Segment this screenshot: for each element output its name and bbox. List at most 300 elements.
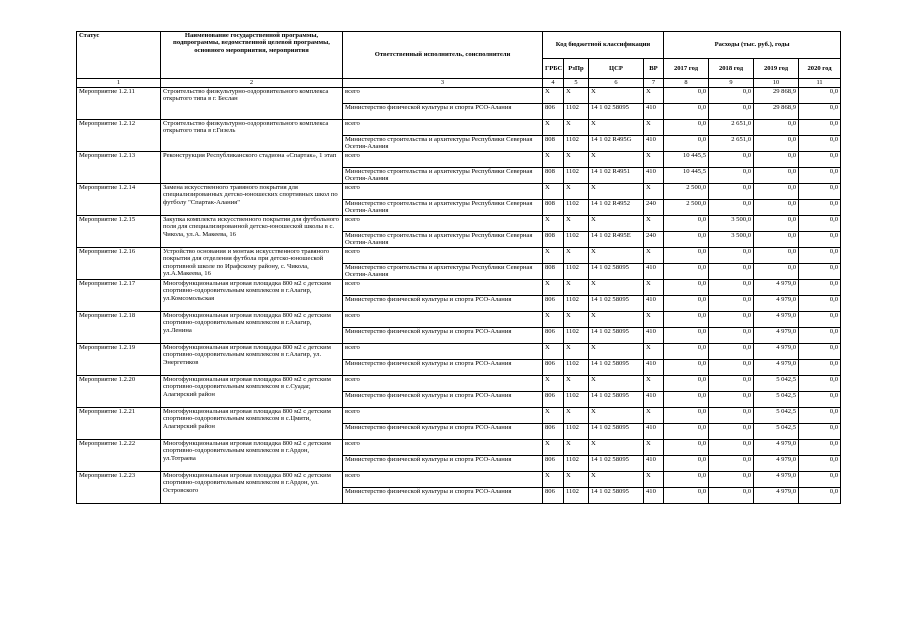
cell-y2020: 0,0: [799, 168, 841, 184]
row-status: Мероприятие 1.2.20: [77, 376, 161, 408]
cell-vr: X: [644, 216, 664, 232]
row-executor: Министерство физической культуры и спорта РСО-Алания: [343, 328, 543, 344]
cell-y2018: 0,0: [709, 104, 754, 120]
cell-y2017: 0,0: [664, 488, 709, 504]
row-status: Мероприятие 1.2.21: [77, 408, 161, 440]
table-row: [77, 344, 841, 360]
table-row: [77, 280, 841, 296]
cell-y2018: 0,0: [709, 280, 754, 296]
cell-y2017: 0,0: [664, 360, 709, 376]
cell-y2017: 0,0: [664, 328, 709, 344]
cell-grbs: 806: [543, 360, 564, 376]
table-row: [77, 312, 841, 328]
cell-y2019: 0,0: [754, 200, 799, 216]
cell-rzpr: X: [564, 312, 589, 328]
table-body: [77, 88, 841, 504]
cell-y2020: 0,0: [799, 104, 841, 120]
cell-y2020: 0,0: [799, 184, 841, 200]
cell-rzpr: X: [564, 152, 589, 168]
column-number: 7: [644, 79, 664, 88]
cell-rzpr: 1102: [564, 296, 589, 312]
cell-y2020: 0,0: [799, 152, 841, 168]
row-executor: Министерство строительства и архитектуры Республики Северная Осетия-Алания: [343, 136, 543, 152]
cell-grbs: X: [543, 248, 564, 264]
cell-grbs: X: [543, 440, 564, 456]
cell-rzpr: X: [564, 216, 589, 232]
row-status: Мероприятие 1.2.19: [77, 344, 161, 376]
cell-csr: X: [589, 280, 644, 296]
cell-vr: X: [644, 440, 664, 456]
cell-rzpr: 1102: [564, 328, 589, 344]
cell-vr: X: [644, 248, 664, 264]
cell-y2017: 0,0: [664, 456, 709, 472]
cell-csr: 14 1 02 R4952: [589, 200, 644, 216]
row-name: Многофункциональная игровая площадка 800 м2 с детским спортивно-оздоровительным комплексом в г.Алагир, ул. Энергетиков: [161, 344, 343, 376]
column-number: 10: [754, 79, 799, 88]
table-row: [77, 376, 841, 392]
cell-y2020: 0,0: [799, 312, 841, 328]
cell-csr: X: [589, 472, 644, 488]
cell-csr: 14 1 02 58095: [589, 392, 644, 408]
cell-y2019: 0,0: [754, 152, 799, 168]
budget-table-page: [76, 31, 840, 504]
cell-y2017: 10 445,5: [664, 152, 709, 168]
cell-y2017: 0,0: [664, 376, 709, 392]
cell-y2018: 0,0: [709, 456, 754, 472]
cell-grbs: X: [543, 216, 564, 232]
cell-y2017: 0,0: [664, 312, 709, 328]
cell-y2018: 0,0: [709, 472, 754, 488]
cell-grbs: 808: [543, 264, 564, 280]
column-number: 4: [543, 79, 564, 88]
cell-vr: 410: [644, 328, 664, 344]
row-status: Мероприятие 1.2.15: [77, 216, 161, 248]
row-total-label: всего: [343, 376, 543, 392]
cell-csr: X: [589, 344, 644, 360]
cell-y2018: 0,0: [709, 168, 754, 184]
cell-y2020: 0,0: [799, 440, 841, 456]
cell-grbs: 806: [543, 456, 564, 472]
cell-y2018: 0,0: [709, 296, 754, 312]
cell-vr: 410: [644, 424, 664, 440]
cell-vr: X: [644, 408, 664, 424]
column-number: 11: [799, 79, 841, 88]
table-row: [77, 152, 841, 168]
row-name: Многофункциональная игровая площадка 800 м2 с детским спортивно-оздоровительным комплексом в г.Ардон, ул. Островского: [161, 472, 343, 504]
cell-csr: 14 1 02 R4951: [589, 168, 644, 184]
cell-rzpr: 1102: [564, 360, 589, 376]
cell-rzpr: X: [564, 440, 589, 456]
cell-vr: 410: [644, 168, 664, 184]
row-total-label: всего: [343, 152, 543, 168]
cell-csr: X: [589, 408, 644, 424]
cell-y2019: 4 979,0: [754, 456, 799, 472]
cell-rzpr: X: [564, 120, 589, 136]
cell-csr: X: [589, 152, 644, 168]
cell-y2017: 0,0: [664, 248, 709, 264]
row-status: Мероприятие 1.2.12: [77, 120, 161, 152]
cell-y2019: 5 042,5: [754, 392, 799, 408]
cell-y2017: 2 500,0: [664, 200, 709, 216]
cell-y2018: 0,0: [709, 408, 754, 424]
row-total-label: всего: [343, 216, 543, 232]
cell-y2020: 0,0: [799, 216, 841, 232]
cell-y2020: 0,0: [799, 248, 841, 264]
cell-vr: 410: [644, 456, 664, 472]
cell-rzpr: 1102: [564, 232, 589, 248]
cell-csr: 14 1 02 58095: [589, 104, 644, 120]
cell-rzpr: X: [564, 344, 589, 360]
row-name: Строительство физкультурно-оздоровительного комплекса открытого типа в г.Гизель: [161, 120, 343, 152]
cell-y2017: 0,0: [664, 440, 709, 456]
cell-y2020: 0,0: [799, 344, 841, 360]
cell-vr: X: [644, 280, 664, 296]
cell-y2019: 4 979,0: [754, 488, 799, 504]
cell-rzpr: X: [564, 376, 589, 392]
header-csr: ЦСР: [589, 59, 644, 79]
cell-grbs: 806: [543, 296, 564, 312]
cell-y2019: 5 042,5: [754, 408, 799, 424]
cell-y2017: 0,0: [664, 104, 709, 120]
header-executor: Ответственный исполнитель, соисполнители: [343, 32, 543, 79]
cell-y2019: 4 979,0: [754, 296, 799, 312]
table-row: [77, 408, 841, 424]
cell-y2017: 0,0: [664, 344, 709, 360]
cell-y2018: 0,0: [709, 200, 754, 216]
cell-y2020: 0,0: [799, 488, 841, 504]
cell-y2018: 0,0: [709, 360, 754, 376]
cell-csr: X: [589, 120, 644, 136]
cell-csr: X: [589, 248, 644, 264]
cell-y2019: 0,0: [754, 264, 799, 280]
row-status: Мероприятие 1.2.22: [77, 440, 161, 472]
cell-csr: 14 1 02 R495G: [589, 136, 644, 152]
table-row: [77, 88, 841, 104]
cell-vr: 410: [644, 136, 664, 152]
cell-vr: 410: [644, 296, 664, 312]
cell-grbs: X: [543, 280, 564, 296]
cell-y2018: 0,0: [709, 264, 754, 280]
cell-vr: X: [644, 88, 664, 104]
cell-y2018: 3 500,0: [709, 216, 754, 232]
row-name: Реконструкция Республиканского стадиона «Спартак», 1 этап: [161, 152, 343, 184]
column-number: 1: [77, 79, 161, 88]
row-executor: Министерство физической культуры и спорта РСО-Алания: [343, 360, 543, 376]
row-status: Мероприятие 1.2.16: [77, 248, 161, 280]
header-vr: ВР: [644, 59, 664, 79]
cell-vr: 410: [644, 488, 664, 504]
cell-y2019: 0,0: [754, 184, 799, 200]
cell-rzpr: X: [564, 472, 589, 488]
cell-csr: X: [589, 440, 644, 456]
cell-vr: 240: [644, 232, 664, 248]
row-executor: Министерство строительства и архитектуры Республики Северная Осетия-Алания: [343, 232, 543, 248]
row-name: Многофункциональная игровая площадка 800 м2 с детским спортивно-оздоровительным комплексом в г.Алагир, ул.Комсомольская: [161, 280, 343, 312]
table-row: [77, 184, 841, 200]
cell-grbs: 808: [543, 168, 564, 184]
cell-y2020: 0,0: [799, 392, 841, 408]
row-name: Замена искусственного травяного покрытия для специализированных детско-юношеских спортивных школ по футболу "Спартак-Алания": [161, 184, 343, 216]
cell-vr: 410: [644, 392, 664, 408]
cell-vr: X: [644, 120, 664, 136]
cell-csr: 14 1 02 58095: [589, 424, 644, 440]
cell-y2017: 0,0: [664, 472, 709, 488]
cell-y2018: 2 651,0: [709, 136, 754, 152]
cell-y2020: 0,0: [799, 456, 841, 472]
cell-rzpr: 1102: [564, 168, 589, 184]
row-name: Устройство основания и монтаж искусственного травяного покрытия для отделения футбола при детско-юношеской спортивной школе по Ирафскому району, с. Чикола, ул.А.Макеева, 16: [161, 248, 343, 280]
cell-vr: X: [644, 472, 664, 488]
cell-vr: X: [644, 344, 664, 360]
row-total-label: всего: [343, 184, 543, 200]
cell-y2020: 0,0: [799, 136, 841, 152]
cell-grbs: X: [543, 312, 564, 328]
cell-y2017: 0,0: [664, 392, 709, 408]
cell-grbs: X: [543, 88, 564, 104]
cell-y2017: 10 445,5: [664, 168, 709, 184]
header-2019: 2019 год: [754, 59, 799, 79]
cell-vr: X: [644, 152, 664, 168]
cell-y2018: 0,0: [709, 184, 754, 200]
cell-y2020: 0,0: [799, 328, 841, 344]
cell-grbs: 806: [543, 328, 564, 344]
table-row: [77, 216, 841, 232]
cell-grbs: 806: [543, 104, 564, 120]
cell-y2019: 4 979,0: [754, 344, 799, 360]
cell-y2018: 0,0: [709, 440, 754, 456]
row-executor: Министерство строительства и архитектуры Республики Северная Осетия-Алания: [343, 168, 543, 184]
row-status: Мероприятие 1.2.18: [77, 312, 161, 344]
table-row: [77, 248, 841, 264]
cell-rzpr: X: [564, 408, 589, 424]
cell-y2020: 0,0: [799, 360, 841, 376]
row-executor: Министерство физической культуры и спорта РСО-Алания: [343, 104, 543, 120]
cell-y2019: 0,0: [754, 248, 799, 264]
cell-y2019: 5 042,5: [754, 424, 799, 440]
cell-rzpr: 1102: [564, 456, 589, 472]
cell-csr: 14 1 02 58095: [589, 488, 644, 504]
table-row: [77, 472, 841, 488]
cell-vr: X: [644, 184, 664, 200]
header-expenses: Расходы (тыс. руб.), годы: [664, 32, 841, 59]
column-number: 5: [564, 79, 589, 88]
cell-y2018: 0,0: [709, 344, 754, 360]
cell-y2017: 0,0: [664, 120, 709, 136]
cell-grbs: X: [543, 184, 564, 200]
cell-y2018: 0,0: [709, 424, 754, 440]
cell-grbs: 808: [543, 200, 564, 216]
cell-y2018: 0,0: [709, 488, 754, 504]
cell-y2020: 0,0: [799, 200, 841, 216]
row-status: Мероприятие 1.2.23: [77, 472, 161, 504]
row-name: Многофункциональная игровая площадка 800 м2 с детским спортивно-оздоровительным комплексом в г.Алагир, ул.Ленина: [161, 312, 343, 344]
row-executor: Министерство физической культуры и спорта РСО-Алания: [343, 424, 543, 440]
row-total-label: всего: [343, 440, 543, 456]
cell-y2019: 29 868,9: [754, 104, 799, 120]
row-executor: Министерство физической культуры и спорта РСО-Алания: [343, 456, 543, 472]
cell-csr: 14 1 02 58095: [589, 360, 644, 376]
cell-csr: X: [589, 184, 644, 200]
row-executor: Министерство физической культуры и спорта РСО-Алания: [343, 392, 543, 408]
row-status: Мероприятие 1.2.13: [77, 152, 161, 184]
cell-y2017: 0,0: [664, 88, 709, 104]
cell-csr: 14 1 02 58095: [589, 456, 644, 472]
cell-y2017: 0,0: [664, 280, 709, 296]
cell-grbs: 808: [543, 136, 564, 152]
row-name: Закупка комплекта искусственного покрытия для футбольного поля для специализированной детско-юношеской школы в с. Чикола, ул.А. Макеева, 16: [161, 216, 343, 248]
cell-rzpr: 1102: [564, 424, 589, 440]
cell-y2017: 0,0: [664, 408, 709, 424]
row-total-label: всего: [343, 344, 543, 360]
header-status: Статус: [77, 32, 161, 79]
column-number: 3: [343, 79, 543, 88]
row-name: Многофункциональная игровая площадка 800 м2 с детским спортивно-оздоровительным комплексом в с.Суадаг, Алагирский район: [161, 376, 343, 408]
cell-y2019: 4 979,0: [754, 312, 799, 328]
table-row: [77, 440, 841, 456]
cell-y2020: 0,0: [799, 280, 841, 296]
cell-vr: X: [644, 312, 664, 328]
cell-csr: X: [589, 216, 644, 232]
cell-y2017: 0,0: [664, 296, 709, 312]
column-number-row: [77, 79, 841, 88]
cell-grbs: X: [543, 408, 564, 424]
cell-y2017: 0,0: [664, 232, 709, 248]
cell-csr: 14 1 02 58095: [589, 328, 644, 344]
cell-y2019: 0,0: [754, 120, 799, 136]
cell-y2018: 0,0: [709, 88, 754, 104]
cell-y2020: 0,0: [799, 264, 841, 280]
cell-y2019: 0,0: [754, 232, 799, 248]
cell-grbs: X: [543, 152, 564, 168]
row-executor: Министерство физической культуры и спорта РСО-Алания: [343, 296, 543, 312]
cell-y2017: 2 500,0: [664, 184, 709, 200]
row-total-label: всего: [343, 120, 543, 136]
cell-y2018: 0,0: [709, 152, 754, 168]
cell-csr: X: [589, 312, 644, 328]
cell-y2019: 29 868,9: [754, 88, 799, 104]
cell-rzpr: 1102: [564, 392, 589, 408]
row-total-label: всего: [343, 472, 543, 488]
cell-y2019: 0,0: [754, 168, 799, 184]
cell-y2018: 0,0: [709, 328, 754, 344]
budget-table: [76, 31, 841, 504]
row-total-label: всего: [343, 408, 543, 424]
cell-csr: 14 1 02 58095: [589, 264, 644, 280]
cell-rzpr: X: [564, 248, 589, 264]
cell-vr: 410: [644, 104, 664, 120]
cell-y2020: 0,0: [799, 88, 841, 104]
cell-y2018: 0,0: [709, 392, 754, 408]
cell-rzpr: 1102: [564, 488, 589, 504]
row-status: Мероприятие 1.2.17: [77, 280, 161, 312]
row-name: Строительство физкультурно-оздоровительного комплекса открытого типа в г. Беслан: [161, 88, 343, 120]
row-total-label: всего: [343, 248, 543, 264]
cell-y2018: 3 500,0: [709, 232, 754, 248]
cell-rzpr: X: [564, 184, 589, 200]
cell-rzpr: 1102: [564, 200, 589, 216]
cell-y2018: 0,0: [709, 312, 754, 328]
cell-y2019: 4 979,0: [754, 280, 799, 296]
row-status: Мероприятие 1.2.14: [77, 184, 161, 216]
row-status: Мероприятие 1.2.11: [77, 88, 161, 120]
cell-grbs: X: [543, 376, 564, 392]
row-name: Многофункциональная игровая площадка 800 м2 с детским спортивно-оздоровительным комплексом в с.Цмити, Алагирский район: [161, 408, 343, 440]
cell-csr: X: [589, 88, 644, 104]
cell-rzpr: X: [564, 88, 589, 104]
cell-y2020: 0,0: [799, 296, 841, 312]
cell-y2017: 0,0: [664, 136, 709, 152]
header-rzpr: РзПр: [564, 59, 589, 79]
cell-vr: 410: [644, 264, 664, 280]
header-2017: 2017 год: [664, 59, 709, 79]
cell-grbs: 806: [543, 424, 564, 440]
cell-y2019: 4 979,0: [754, 328, 799, 344]
cell-vr: 410: [644, 360, 664, 376]
cell-rzpr: 1102: [564, 136, 589, 152]
cell-grbs: X: [543, 120, 564, 136]
header-2018: 2018 год: [709, 59, 754, 79]
row-name: Многофункциональная игровая площадка 800 м2 с детским спортивно-оздоровительным комплексом в г.Ардон, ул.Тотраева: [161, 440, 343, 472]
cell-grbs: 806: [543, 392, 564, 408]
row-total-label: всего: [343, 312, 543, 328]
cell-y2020: 0,0: [799, 120, 841, 136]
cell-csr: 14 1 02 58095: [589, 296, 644, 312]
header-grbs: ГРБС: [543, 59, 564, 79]
cell-vr: X: [644, 376, 664, 392]
cell-y2020: 0,0: [799, 408, 841, 424]
cell-y2019: 0,0: [754, 136, 799, 152]
cell-y2019: 5 042,5: [754, 376, 799, 392]
cell-grbs: 808: [543, 232, 564, 248]
cell-csr: 14 1 02 R495E: [589, 232, 644, 248]
cell-grbs: 806: [543, 488, 564, 504]
cell-y2018: 0,0: [709, 248, 754, 264]
cell-y2017: 0,0: [664, 424, 709, 440]
cell-csr: X: [589, 376, 644, 392]
cell-y2019: 4 979,0: [754, 440, 799, 456]
row-executor: Министерство строительства и архитектуры Республики Северная Осетия-Алания: [343, 264, 543, 280]
table-row: [77, 120, 841, 136]
cell-y2017: 0,0: [664, 264, 709, 280]
row-total-label: всего: [343, 88, 543, 104]
cell-y2019: 0,0: [754, 216, 799, 232]
header-2020: 2020 год: [799, 59, 841, 79]
column-number: 2: [161, 79, 343, 88]
cell-grbs: X: [543, 344, 564, 360]
cell-grbs: X: [543, 472, 564, 488]
row-executor: Министерство строительства и архитектуры Республики Северная Осетия-Алания: [343, 200, 543, 216]
row-total-label: всего: [343, 280, 543, 296]
cell-vr: 240: [644, 200, 664, 216]
cell-y2019: 4 979,0: [754, 472, 799, 488]
header-name: Наименование государственной программы, подпрограммы, ведомственной целевой программы, основного мероприятия, мероприятия: [161, 32, 343, 79]
cell-y2017: 0,0: [664, 216, 709, 232]
cell-y2018: 0,0: [709, 376, 754, 392]
table-header: [77, 32, 841, 88]
cell-y2020: 0,0: [799, 376, 841, 392]
cell-y2019: 4 979,0: [754, 360, 799, 376]
column-number: 6: [589, 79, 644, 88]
column-number: 9: [709, 79, 754, 88]
cell-y2020: 0,0: [799, 424, 841, 440]
cell-y2018: 2 651,0: [709, 120, 754, 136]
cell-rzpr: 1102: [564, 264, 589, 280]
cell-rzpr: 1102: [564, 104, 589, 120]
cell-rzpr: X: [564, 280, 589, 296]
row-executor: Министерство физической культуры и спорта РСО-Алания: [343, 488, 543, 504]
cell-y2020: 0,0: [799, 232, 841, 248]
header-budget-code: Код бюджетной классификации: [543, 32, 664, 59]
